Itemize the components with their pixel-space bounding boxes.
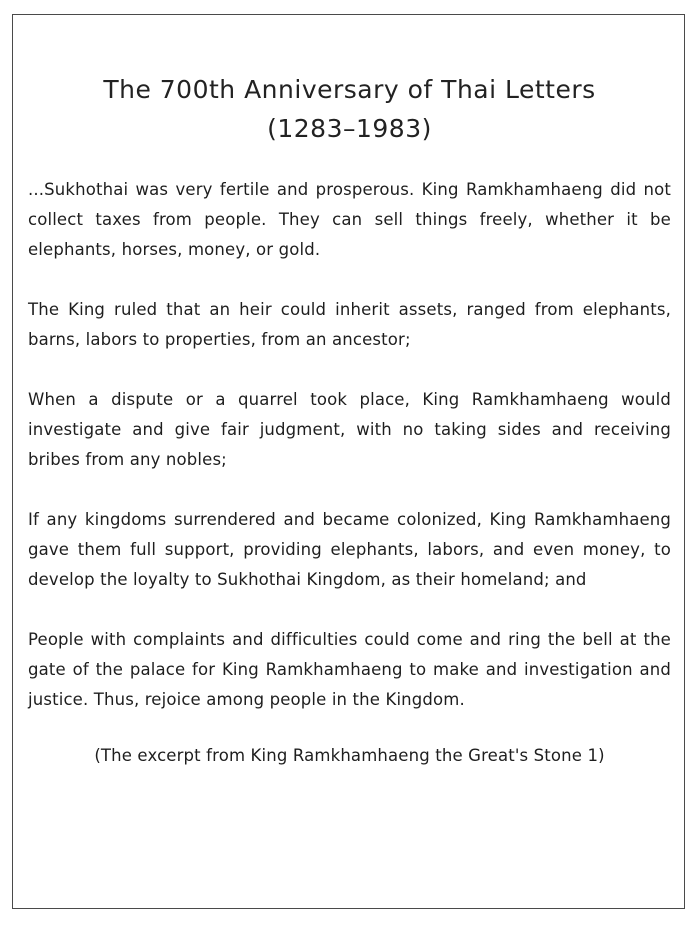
paragraph-1: ...Sukhothai was very fertile and prosperous. King Ramkhamhaeng did not collect taxes from people. They can sell things freely, whether it be elephants, horses, money, or gold. xyxy=(28,180,671,259)
paragraph-2: The King ruled that an heir could inherit assets, ranged from elephants, barns, labors to properties, from an ancestor; xyxy=(28,300,671,349)
title-line-1: The 700th Anniversary of Thai Letters xyxy=(103,75,596,104)
title-line-2: (1283–1983) xyxy=(267,114,432,143)
paragraph-3: When a dispute or a quarrel took place, King Ramkhamhaeng would investigate and give fair judgment, with no taking sides and receiving bribes from any nobles; xyxy=(28,390,671,469)
paragraph-5: People with complaints and difficulties could come and ring the bell at the gate of the palace for King Ramkhamhaeng to make and investigation and justice. Thus, rejoice among people in the Kingdom. xyxy=(28,630,671,709)
document-title xyxy=(13,70,686,148)
document-body xyxy=(28,175,671,745)
paragraph-4: If any kingdoms surrendered and became colonized, King Ramkhamhaeng gave them full support, providing elephants, labors, and even money, to develop the loyalty to Sukhothai Kingdom, as their homeland; and xyxy=(28,510,671,589)
document-frame xyxy=(12,14,685,909)
source-caption: (The excerpt from King Ramkhamhaeng the Great's Stone 1) xyxy=(94,746,605,765)
